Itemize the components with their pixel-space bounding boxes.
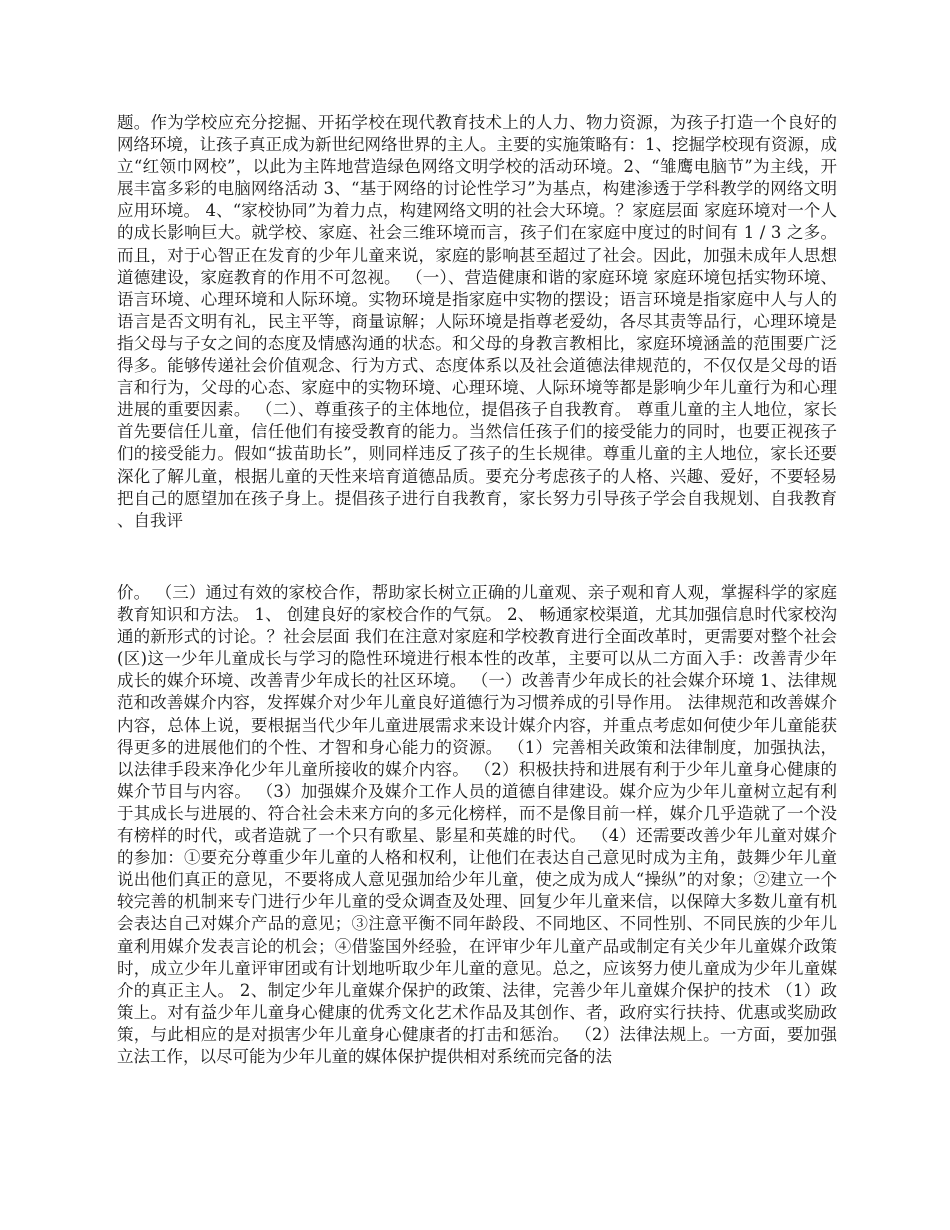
body-paragraph-1: 题。作为学校应充分挖掘、开拓学校在现代教育技术上的人力、物力资源，为孩子打造一个良好的网络环境，让孩子真正成为新世纪网络世界的主人。主要的实施策略有：1、挖掘学校现有资源，成立“红领巾网校”，以此为主阵地营造绿色网络文明学校的活动环境。2、“雏鹰电脑节”为主线，开展丰富多彩的电脑网络活动 3、“基于网络的讨论性学习”为基点，构建渗透于学科教学的网络文明应用环境。 4、“家校协同”为着力点，构建网络文明的社会大环境。？家庭层面 家庭环境对一个人的成长影响巨大。就学校、家庭、社会三维环境而言，孩子们在家庭中度过的时间有 1 / 3 之多。而且，对于心智正在发育的少年儿童来说，家庭的影响甚至超过了社会。因此，加强未成年人思想道德建设，家庭教育的作用不可忽视。 （一）、营造健康和谐的家庭环境 家庭环境包括实物环境、语言环境、心理环境和人际环境。实物环境是指家庭中实物的摆设；语言环境是指家庭中人与人的语言是否文明有礼，民主平等，商量谅解；人际环境是指尊老爱幼，各尽其责等品行，心理环境是指父母与子女之间的态度及情感沟通的状态。和父母的身教言教相比，家庭环境涵盖的范围要广泛得多。能够传递社会价值观念、行为方式、态度体系以及社会道德法律规范的，不仅仅是父母的语言和行为，父母的心态、家庭中的实物环境、心理环境、人际环境等都是影响少年儿童行为和心理进展的重要因素。 （二）、尊重孩子的主体地位，提倡孩子自我教育。 尊重儿童的主人地位，家长首先要信任儿童，信任他们有接受教育的能力。当然信任孩子们的接受能力的同时，也要正视孩子们的接受能力。假如“拔苗助长”，则同样违反了孩子的生长规律。尊重儿童的主人地位，家长还要深化了解儿童，根据儿童的天性来培育道德品质。要充分考虑孩子的人格、兴趣、爱好，不要轻易把自己的愿望加在孩子身上。提倡孩子进行自我教育，家长努力引导孩子学会自我规划、自我教育、自我评 (117, 113, 837, 530)
body-paragraph-2: 价。 （三）通过有效的家校合作，帮助家长树立正确的儿童观、亲子观和育人观，掌握科学的家庭教育知识和方法。 1、 创建良好的家校合作的气氛。 2、 畅通家校渠道，尤其加强信息时代家校沟通的新形式的讨论。？社会层面 我们在注意对家庭和学校教育进行全面改革时，更需要对整个社会(区)这一少年儿童成长与学习的隐性环境进行根本性的改革，主要可以从二方面入手：改善青少年成长的媒介环境、改善青少年成长的社区环境。 （一）改善青少年成长的社会媒介环境 1、法律规范和改善媒介内容，发挥媒介对少年儿童良好道德行为习惯养成的引导作用。 法律规范和改善媒介内容，总体上说，要根据当代少年儿童进展需求来设计媒介内容，并重点考虑如何使少年儿童能获得更多的进展他们的个性、才智和身心能力的资源。 （1）完善相关政策和法律制度，加强执法，以法律手段来净化少年儿童所接收的媒介内容。 （2）积极扶持和进展有利于少年儿童身心健康的媒介节目与内容。 （3）加强媒介及媒介工作人员的道德自律建设。媒介应为少年儿童树立起有利于其成长与进展的、符合社会未来方向的多元化榜样，而不是像目前一样，媒介几乎造就了一个没有榜样的时代，或者造就了一个只有歌星、影星和英雄的时代。 （4）还需要改善少年儿童对媒介的参加：①要充分尊重少年儿童的人格和权利，让他们在表达自己意见时成为主角，鼓舞少年儿童说出他们真正的意见，不要将成人意见强加给少年儿童，使之成为成人“操纵”的对象；②建立一个较完善的机制来专门进行少年儿童的受众调查及处理、回复少年儿童来信，以保障大多数儿童有机会表达自己对媒介产品的意见；③注意平衡不同年龄段、不同地区、不同性别、不同民族的少年儿童利用媒介发表言论的机会；④借鉴国外经验，在评审少年儿童产品或制定有关少年儿童媒介政策时，成立少年儿童评审团或有计划地听取少年儿童的意见。总之，应该努力使儿童成为少年儿童媒介的真正主人。 2、制定少年儿童媒介保护的政策、法律，完善少年儿童媒介保护的技术 （1）政策上。对有益少年儿童身心健康的优秀文化艺术作品及其创作、者，政府实行扶持、优惠或奖励政策，与此相应的是对损害少年儿童身心健康者的打击和惩治。 （2）法律法规上。一方面，要加强立法工作，以尽可能为少年儿童的媒体保护提供相对系统而完备的法 (117, 583, 837, 1066)
